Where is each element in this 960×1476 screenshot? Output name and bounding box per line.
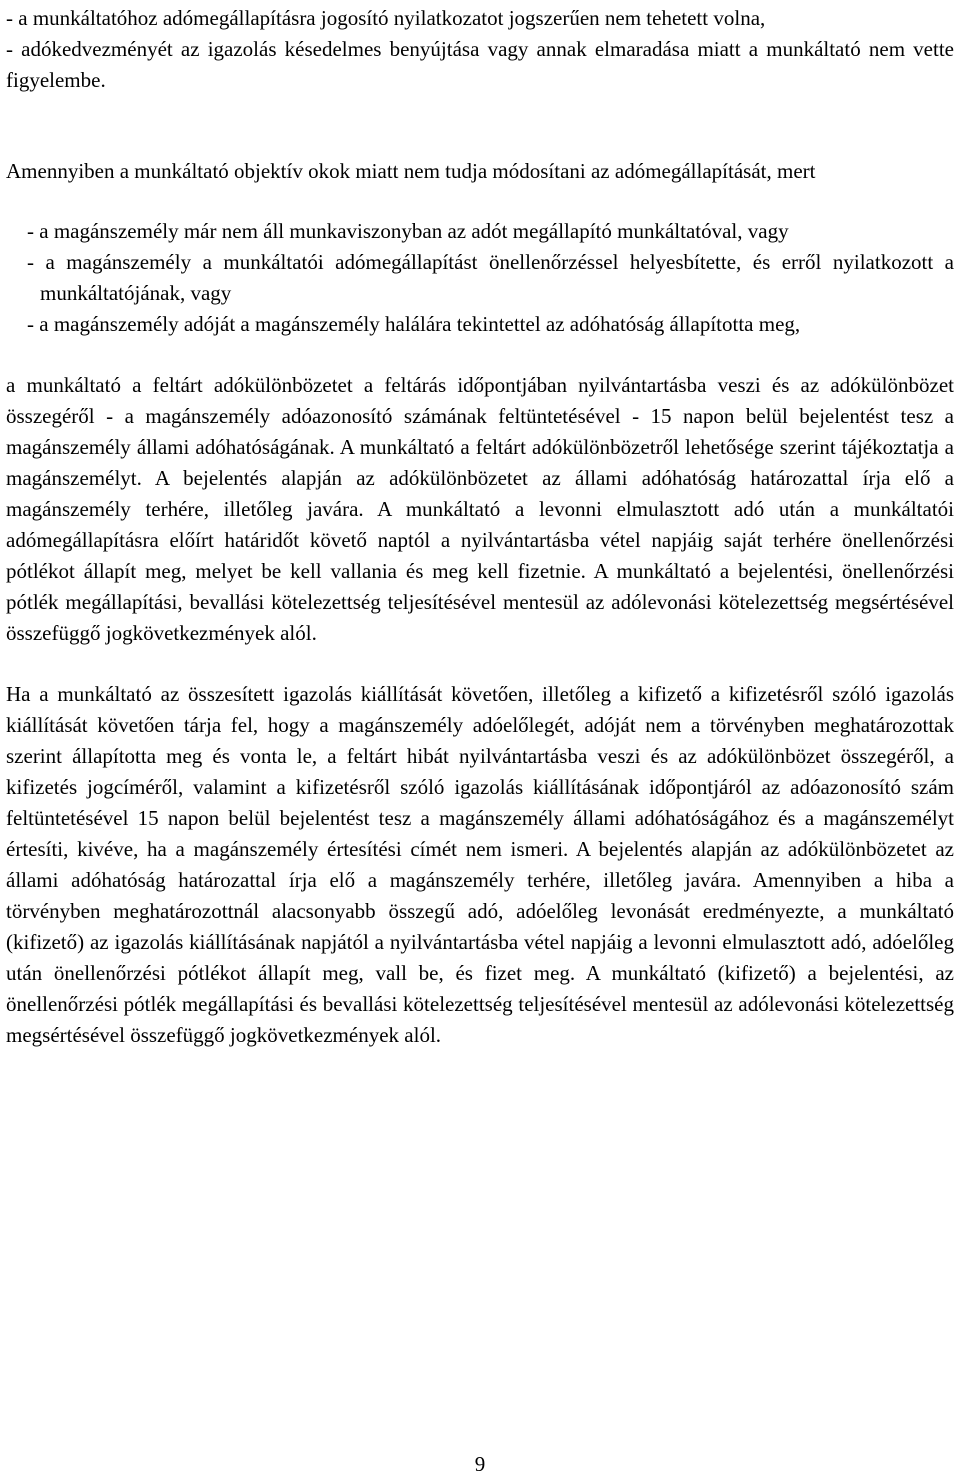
condition-item: - a magánszemély adóját a magánszemély halálára tekintettel az adóhatóság állapította meg, [27, 312, 801, 336]
intro-bullet-list [6, 3, 954, 96]
conditions-list [6, 216, 954, 340]
document-page [6, 3, 954, 1051]
condition-item: - a magánszemély a munkáltatói adómegállapítást önellenőrzéssel helyesbítette, és erről nyilatkozott a munkáltatójának, vagy [27, 250, 954, 305]
paragraph-payer-procedure: Ha a munkáltató az összesített igazolás kiállítását követően, illetőleg a kifizető a kifizetésről szóló igazolás kiállítását követően tárja fel, hogy a magánszemély adóelőlegét, adóját nem a törvényben meghatározottak szerint állapította meg és vonta le, a feltárt hibát nyilvántartásba veszi és az adókülönbözet összegéről, a kifizetés jogcíméről, valamint a kifizetésről szóló igazolás kiállításának időpontjáról az adóazonosító szám feltüntetésével 15 napon belül bejelentést tesz a magánszemély állami adóhatóságához és a magánszemélyt értesíti, kivéve, ha a magánszemély értesítési címét nem ismeri. A bejelentés alapján az adókülönbözetet az állami adóhatóság határozattal írja elő a magánszemély terhére, illetőleg javára. Amennyiben a hiba a törvényben meghatározottnál alacsonyabb összegű adó, adóelőleg levonását eredményezte, a munkáltató (kifizető) az igazolás kiállításának napjától a nyilvántartásba vétel napjáig a levonni elmulasztott adó, adóelőleg után önellenőrzési pótlékot állapít meg, vall be, és fizet meg. A munkáltató (kifizető) a bejelentési, az önellenőrzési pótlék megállapítási és bevallási kötelezettség teljesítésével mentesül az adólevonási kötelezettség megsértésével összefüggő jogkövetkezmények alól. [6, 682, 954, 1047]
condition-item: - a magánszemély már nem áll munkaviszonyban az adót megállapító munkáltatóval, vagy [27, 219, 789, 243]
intro-bullet-item: - adókedvezményét az igazolás késedelmes benyújtása vagy annak elmaradása miatt a munkáltató nem vette figyelembe. [6, 37, 954, 92]
paragraph-employer-procedure: a munkáltató a feltárt adókülönbözetet a feltárás időpontjában nyilvántartásba veszi és az adókülönbözet összegéről - a magánszemély adóazonosító számának feltüntetésével - 15 napon belül bejelentést tesz a magánszemély állami adóhatóságának. A munkáltató a feltárt adókülönbözetről lehetősége szerint tájékoztatja a magánszemélyt. A bejelentés alapján az adókülönbözetet az állami adóhatóság határozattal írja elő a magánszemély terhére, illetőleg javára. A munkáltató a levonni elmulasztott adó után a munkáltatói adómegállapításra előírt határidőt követő naptól a nyilvántartásba vétel napjáig saját terhére önellenőrzési pótlékot állapít meg, melyet be kell vallania és meg kell fizetnie. A munkáltató a bejelentési, önellenőrzési pótlék megállapítási, bevallási kötelezettség teljesítésével mentesül az adólevonási kötelezettség megsértésével összefüggő jogkövetkezmények alól. [6, 373, 954, 645]
paragraph-conditions-intro: Amennyiben a munkáltató objektív okok miatt nem tudja módosítani az adómegállapítását, mert [6, 159, 816, 183]
page-number: 9 [474, 1452, 486, 1476]
intro-bullet-item: - a munkáltatóhoz adómegállapításra jogosító nyilatkozatot jogszerűen nem tehetett volna, [6, 6, 766, 30]
